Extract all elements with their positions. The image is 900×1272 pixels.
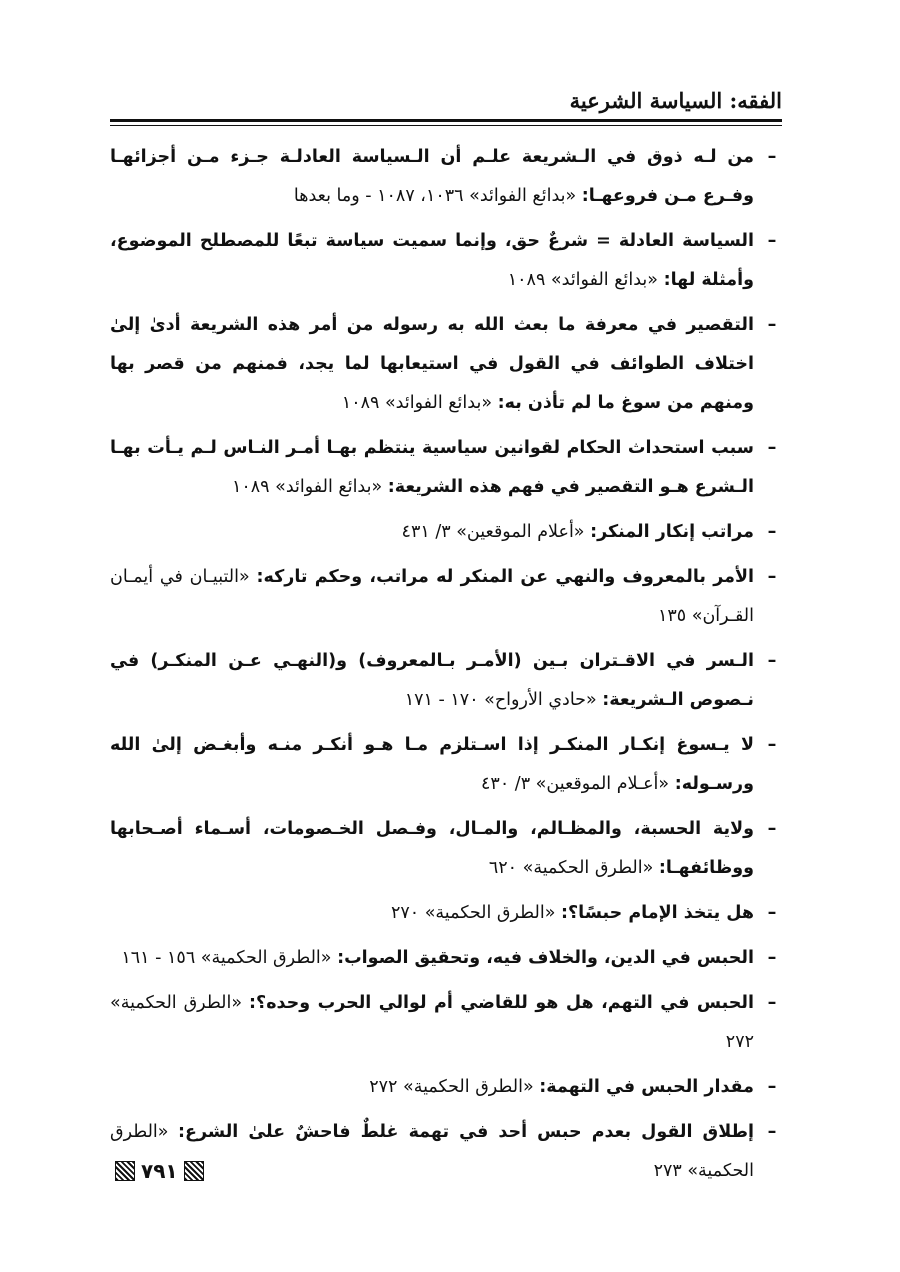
header-rule-thin: [110, 125, 782, 126]
index-entry: [110, 810, 782, 888]
entry-dash: –: [767, 522, 777, 542]
entry-dash: –: [767, 567, 777, 587]
index-entries: [110, 138, 782, 1191]
entry-dash: –: [767, 1077, 777, 1097]
index-entry: [110, 306, 782, 423]
entry-reference: «بدائع الفوائد» ١٠٨٩: [507, 270, 659, 290]
entry-topic: التقصير في معرفة ما بعث الله به رسوله من أمر هذه الشريعة أدىٰ إلىٰ اختلاف الطوائف في القول في استيعابها لما يجد، فمنهم من قصر بها ومنهم من سوغ ما لم تأذن به:: [110, 315, 754, 413]
page-body: [110, 86, 782, 1206]
index-entry: [110, 138, 782, 216]
entry-dash: –: [767, 819, 777, 839]
entry-topic: من لـه ذوق في الـشريعة علـم أن الـسياسة العادلـة جـزء مـن أجزائهـا وفـرع مـن فروعهـا:: [110, 147, 754, 206]
entry-reference: «حادي الأرواح» ١٧٠ - ١٧١: [404, 690, 597, 710]
entry-topic: مقدار الحبس في التهمة:: [539, 1077, 754, 1097]
entry-topic: مراتب إنكار المنكر:: [590, 522, 754, 542]
index-entry: [110, 513, 782, 552]
index-entry: [110, 1068, 782, 1107]
entry-reference: «بدائع الفوائد» ١٠٨٩: [231, 477, 383, 497]
ornament-right-icon: [184, 1161, 204, 1181]
entry-dash: –: [767, 651, 777, 671]
entry-reference: «أعـلام الموقعين» ٣/ ٤٣٠: [481, 774, 670, 794]
index-entry: [110, 222, 782, 300]
header-rule-thick: [110, 119, 782, 122]
index-entry: [110, 894, 782, 933]
entry-dash: –: [767, 993, 777, 1013]
entry-reference: «الطرق الحكمية» ٦٢٠: [488, 858, 654, 878]
entry-dash: –: [767, 147, 777, 167]
index-entry: [110, 429, 782, 507]
entry-topic: السياسة العادلة = شرعٌ حق، وإنما سميت سياسة تبعًا للمصطلح الموضوع، وأمثلة لها:: [110, 231, 754, 290]
index-entry: [110, 1113, 782, 1191]
entry-reference: «الطرق الحكمية» ٢٧٠: [390, 903, 556, 923]
ornament-left-icon: [115, 1161, 135, 1181]
entry-topic: لا يـسوغ إنكـار المنكـر إذا اسـتلزم مـا هـو أنكـر منـه وأبغـض إلىٰ الله ورسـوله:: [110, 735, 754, 794]
index-entry: [110, 984, 782, 1062]
entry-topic: هل يتخذ الإمام حبسًا؟:: [560, 903, 754, 923]
entry-reference: «الطرق الحكمية» ٢٧٢: [369, 1077, 534, 1097]
page-number-block: [115, 1158, 204, 1184]
entry-reference: «التبيـان في أيمـان القـرآن» ١٣٥: [110, 567, 754, 626]
page-number: ٧٩١: [141, 1159, 178, 1183]
entry-topic: إطلاق القول بعدم حبس أحد في تهمة غلطٌ فاحشٌ علىٰ الشرع:: [178, 1122, 754, 1142]
entry-dash: –: [767, 1122, 777, 1142]
entry-topic: الحبس في التهم، هل هو للقاضي أم لوالي الحرب وحده؟:: [249, 993, 754, 1013]
index-entry: [110, 558, 782, 636]
index-entry: [110, 726, 782, 804]
entry-dash: –: [767, 948, 777, 968]
index-entry: [110, 642, 782, 720]
running-title: الفقه: السياسة الشرعية: [569, 88, 782, 113]
entry-reference: «الطرق الحكمية» ١٥٦ - ١٦١: [121, 948, 332, 968]
entry-topic: سبب استحداث الحكام لقوانين سياسية ينتظم بهـا أمـر النـاس لـم يـأت بهـا الـشرع هـو التقصير في فهم هذه الشريعة:: [110, 438, 754, 497]
entry-topic: الـسر في الاقـتران بـين (الأمـر بـالمعروف) و(النهـي عـن المنكـر) في نـصوص الـشريعة:: [110, 651, 754, 710]
entry-reference: «أعلام الموقعين» ٣/ ٤٣١: [401, 522, 585, 542]
entry-topic: الحبس في الدين، والخلاف فيه، وتحقيق الصواب:: [337, 948, 754, 968]
entry-dash: –: [767, 903, 777, 923]
entry-reference: «بدائع الفوائد» ١٠٨٩: [341, 393, 493, 413]
index-entry: [110, 939, 782, 978]
entry-dash: –: [767, 231, 777, 251]
entry-dash: –: [767, 315, 777, 335]
entry-reference: «الطرق الحكمية» ٢٧٢: [110, 993, 754, 1052]
entry-dash: –: [767, 438, 777, 458]
entry-reference: «الطرق الحكمية» ٢٧٣: [110, 1122, 754, 1181]
entry-topic: الأمر بالمعروف والنهي عن المنكر له مراتب، وحكم تاركه:: [256, 567, 754, 587]
entry-topic: ولاية الحسبة، والمظـالم، والمـال، وفـصل الخـصومات، أسـماء أصـحابها ووظائفهـا:: [110, 819, 754, 878]
entry-reference: «بدائع الفوائد» ١٠٣٦، ١٠٨٧ - وما بعدها: [293, 186, 577, 206]
entry-dash: –: [767, 735, 777, 755]
